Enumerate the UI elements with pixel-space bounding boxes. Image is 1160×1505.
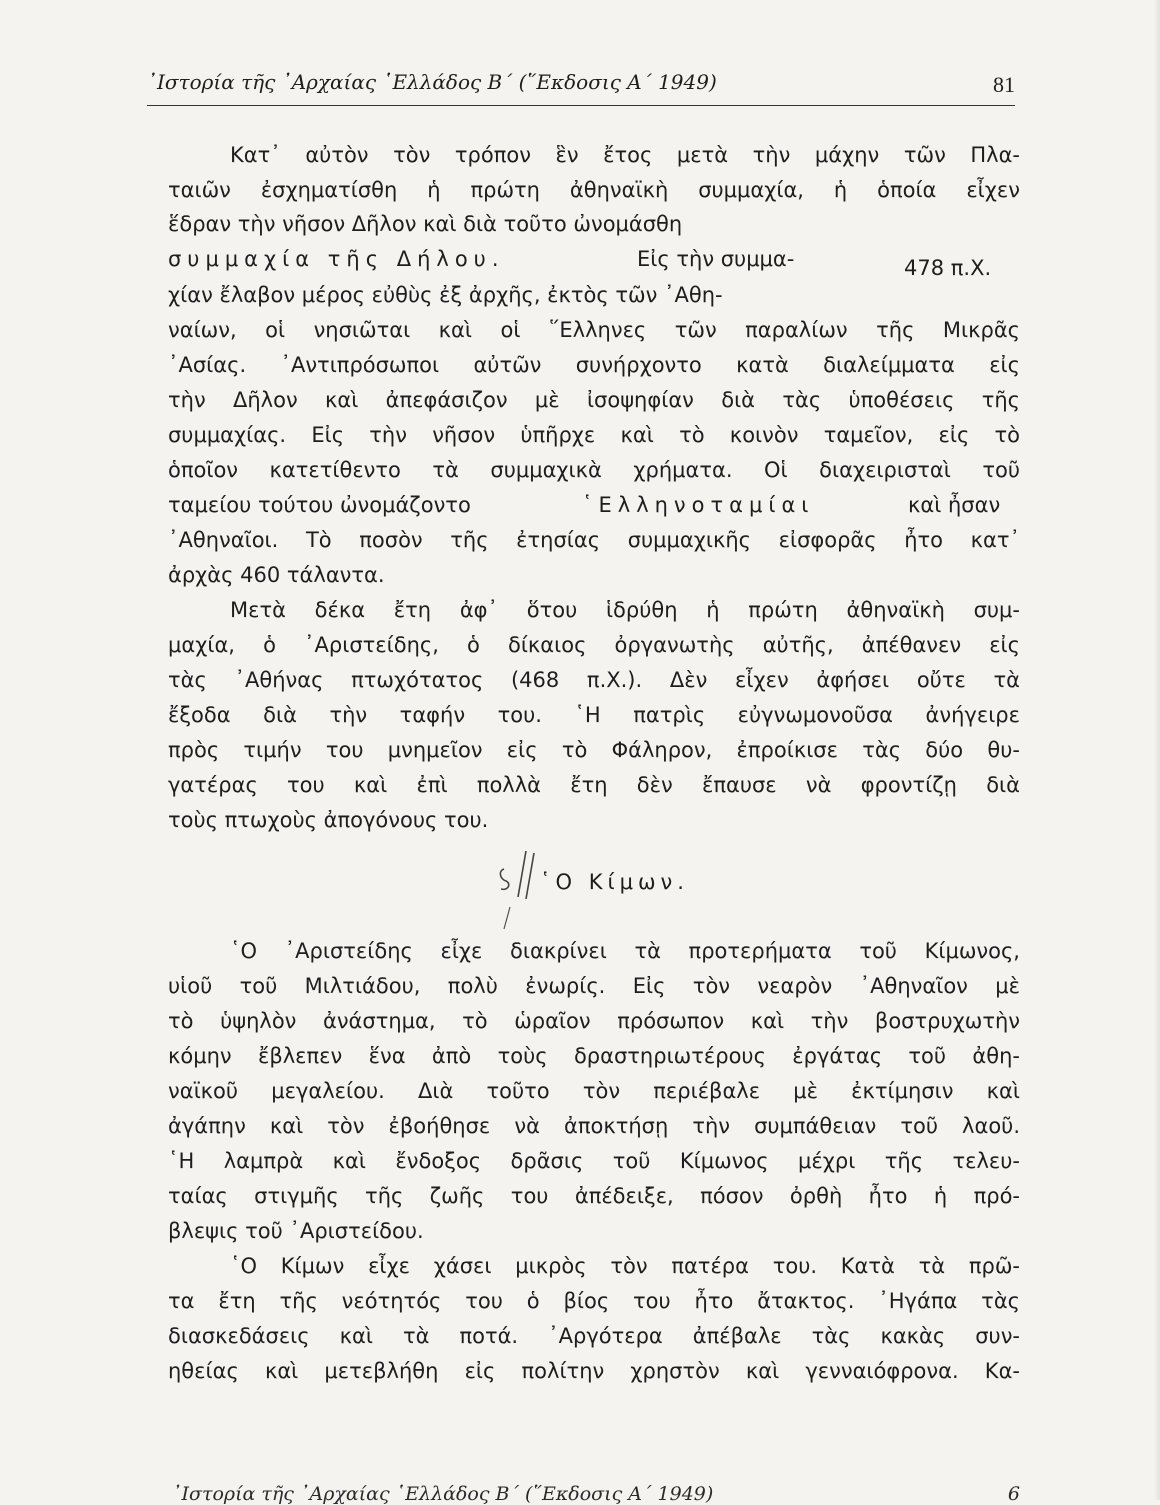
text-line: πρὸς τιμήν του μνημεῖον εἰς τὸ Φάληρον, ἐπροίκισε τὰς δύο θυ-	[168, 738, 1020, 762]
page-number: 81	[993, 72, 1015, 97]
text-line: ᾿Ασίας. ᾿Αντιπρόσωποι αὐτῶν συνήρχοντο κατὰ διαλείμματα εἰς	[168, 353, 1020, 377]
text-line: γατέρας του καὶ ἐπὶ πολλὰ ἔτη δὲν ἔπαυσε νὰ φροντίζῃ διὰ	[168, 773, 1020, 797]
text-line: χίαν ἔλαβον μέρος εὐθὺς ἐξ ἀρχῆς, ἐκτὸς τῶν ᾿Αθη-	[168, 283, 723, 307]
text-line: ᾿Αθηναῖοι. Τὸ ποσὸν τῆς ἐτησίας συμμαχικῆς εἰσφορᾶς ἦτο κατ᾿	[168, 528, 1020, 552]
text-line: ταμείου τούτου ὠνομάζοντο	[168, 493, 471, 517]
text-line: ἔξοδα διὰ τὴν ταφήν του. ῾Η πατρὶς εὐγνωμονοῦσα ἀνήγειρε	[168, 703, 1020, 727]
text-line: ηθείας καὶ μετεβλήθη εἰς πολίτην χρηστὸν καὶ γενναιόφρονα. Κα-	[168, 1359, 1020, 1383]
text-line: ἀγάπην καὶ τὸν ἐβοήθησε νὰ ἀποκτήσῃ τὴν συμπάθειαν τοῦ λαοῦ.	[168, 1114, 1020, 1138]
text-line: ἀρχὰς 460 τάλαντα.	[168, 563, 385, 587]
text-line: Κατ᾿ αὐτὸν τὸν τρόπον ἓν ἔτος μετὰ τὴν μάχην τῶν Πλα-	[230, 143, 1020, 167]
margin-date-note: 478 π.Χ.	[904, 256, 992, 280]
text-line: Εἰς τὴν συμμα-	[637, 247, 795, 271]
text-line: καὶ ἦσαν	[908, 493, 1001, 517]
text-line: τὴν Δῆλον καὶ ἀπεφάσιζον μὲ ἰσοψηφίαν διὰ τὰς ὑποθέσεις τῆς	[168, 388, 1020, 412]
emphasis-term: ῾Ελληνοταμίαι	[582, 493, 815, 517]
text-line: ἕδραν τὴν νῆσον Δῆλον καὶ διὰ τοῦτο ὠνομάσθη	[168, 212, 683, 236]
text-line: υἱοῦ τοῦ Μιλτιάδου, πολὺ ἐνωρίς. Εἰς τὸν νεαρὸν ᾿Αθηναῖον μὲ	[168, 974, 1020, 998]
text-line: τὸ ὑψηλὸν ἀνάστημα, τὸ ὡραῖον πρόσωπον καὶ τὴν βοστρυχωτὴν	[168, 1009, 1020, 1033]
text-line: ῾Η λαμπρὰ καὶ ἔνδοξος δρᾶσις τοῦ Κίμωνος μέχρι τῆς τελευ-	[168, 1149, 1020, 1173]
header-title: ᾿Ιστορία τῆς ᾿Αρχαίας ῾Ελλάδος Β΄ (῞Εκδοσις Α΄ 1949)	[147, 70, 717, 94]
text-line: ταίας στιγμῆς τῆς ζωῆς του ἀπέδειξε, πόσον ὀρθὴ ἦτο ἡ πρό-	[168, 1184, 1020, 1208]
text-line: διασκεδάσεις καὶ τὰ ποτά. ᾿Αργότερα ἀπέβαλε τὰς κακὰς συν-	[168, 1324, 1020, 1348]
text-line: τοὺς πτωχοὺς ἀπογόνους του.	[168, 808, 489, 832]
text-line: ῾Ο Κίμων εἶχε χάσει μικρὸς τὸν πατέρα του. Κατὰ τὰ πρῶ-	[230, 1254, 1020, 1278]
text-line: κόμην ἔβλεπεν ἕνα ἀπὸ τοὺς δραστηριωτέρους ἐργάτας τοῦ ἀθη-	[168, 1044, 1020, 1068]
text-line: Μετὰ δέκα ἔτη ἀφ᾿ ὅτου ἱδρύθη ἡ πρώτη ἀθηναϊκὴ συμ-	[230, 598, 1020, 622]
text-line: ὁποῖον κατετίθεντο τὰ συμμαχικὰ χρήματα. Οἱ διαχειρισταὶ τοῦ	[168, 458, 1020, 482]
emphasis-term: συμμαχία τῆς Δήλου.	[168, 247, 505, 271]
text-line: ναίων, οἱ νησιῶται καὶ οἱ ῞Ελληνες τῶν παραλίων τῆς Μικρᾶς	[168, 318, 1020, 342]
text-line: μαχία, ὁ ᾿Αριστείδης, ὁ δίκαιος ὀργανωτὴς αὐτῆς, ἀπέθανεν εἰς	[168, 633, 1020, 657]
text-line: ταιῶν ἐσχηματίσθη ἡ πρώτη ἀθηναϊκὴ συμμαχία, ἡ ὁποία εἶχεν	[168, 178, 1020, 202]
text-line: ῾Ο ᾿Αριστείδης εἶχε διακρίνει τὰ προτερήματα τοῦ Κίμωνος,	[230, 939, 1020, 963]
footer-signature: ᾿Ιστορία τῆς ᾿Αρχαίας ῾Ελλάδος Β΄ (῞Εκδοσις Α΄ 1949)	[172, 1483, 714, 1505]
text-line: βλεψις τοῦ ᾿Αριστείδου.	[168, 1219, 424, 1243]
section-heading: ῾Ο Κίμων.	[540, 870, 689, 894]
text-line: συμμαχίας. Εἰς τὴν νῆσον ὑπῆρχε καὶ τὸ κοινὸν ταμεῖον, εἰς τὸ	[168, 423, 1020, 447]
handwritten-mark	[490, 845, 540, 930]
sheet-number: 6	[1007, 1483, 1020, 1505]
text-line: ναϊκοῦ μεγαλείου. Διὰ τοῦτο τὸν περιέβαλε μὲ ἐκτίμησιν καὶ	[168, 1079, 1020, 1103]
text-line: τὰς ᾿Αθήνας πτωχότατος (468 π.Χ.). Δὲν εἶχεν ἀφήσει οὔτε τὰ	[168, 668, 1020, 692]
text-line: τα ἔτη τῆς νεότητός του ὁ βίος του ἦτο ἄτακτος. ᾿Ηγάπα τὰς	[168, 1289, 1020, 1313]
scan-edge-shadow	[1154, 0, 1160, 1500]
